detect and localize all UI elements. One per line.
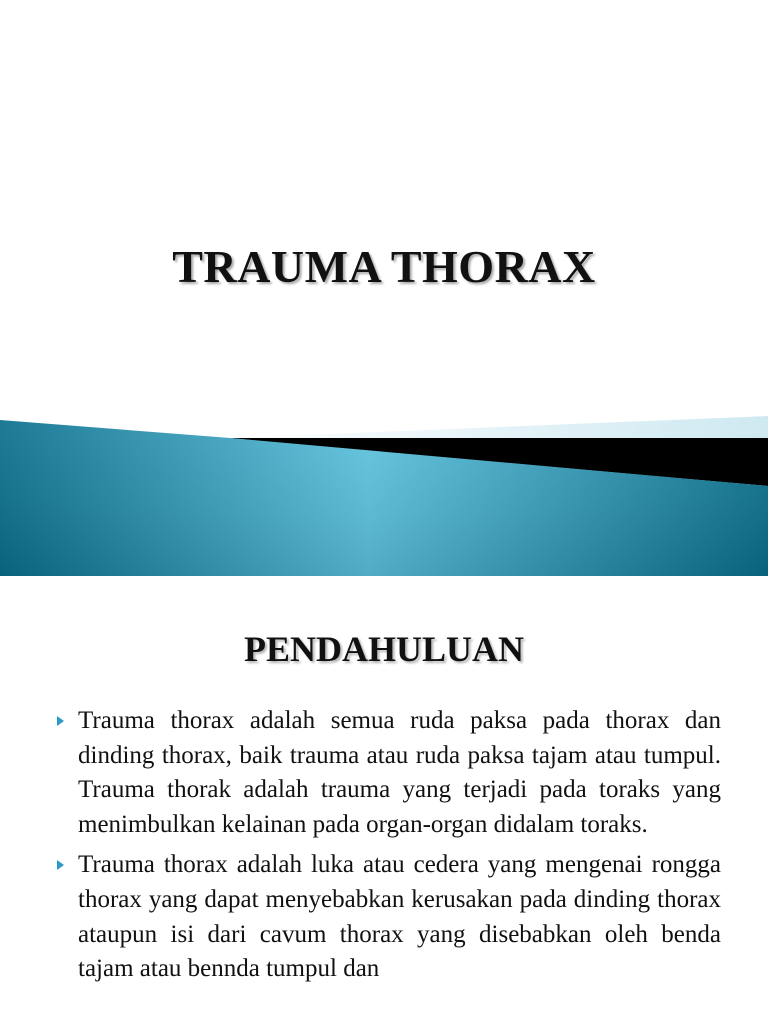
decorative-band (0, 400, 768, 576)
triangle-bullet-icon (57, 860, 64, 870)
list-item (0, 848, 768, 986)
slide-title: TRAUMA THORAX (172, 241, 596, 292)
bullet-list (0, 704, 768, 993)
bullet-text: Trauma thorax adalah luka atau cedera yang mengenai rongga thorax yang dapat menyebabkan kerusakan pada dinding thorax ataupun isi dari cavum thorax yang disebabkan oleh benda tajam atau bennda tumpul dan (78, 851, 721, 983)
content-slide (0, 576, 768, 1024)
bullet-text: Trauma thorax adalah semua ruda paksa pada thorax dan dinding thorax, baik trauma atau ruda paksa tajam atau tumpul. Trauma thorak adalah trauma yang terjadi pada toraks yang menimbulkan kelainan pada organ-organ didalam toraks. (78, 707, 721, 838)
triangle-bullet-icon (57, 716, 64, 726)
section-heading: PENDAHULUAN (243, 629, 524, 669)
list-item (0, 704, 768, 842)
band-pale-stripe (230, 416, 768, 440)
